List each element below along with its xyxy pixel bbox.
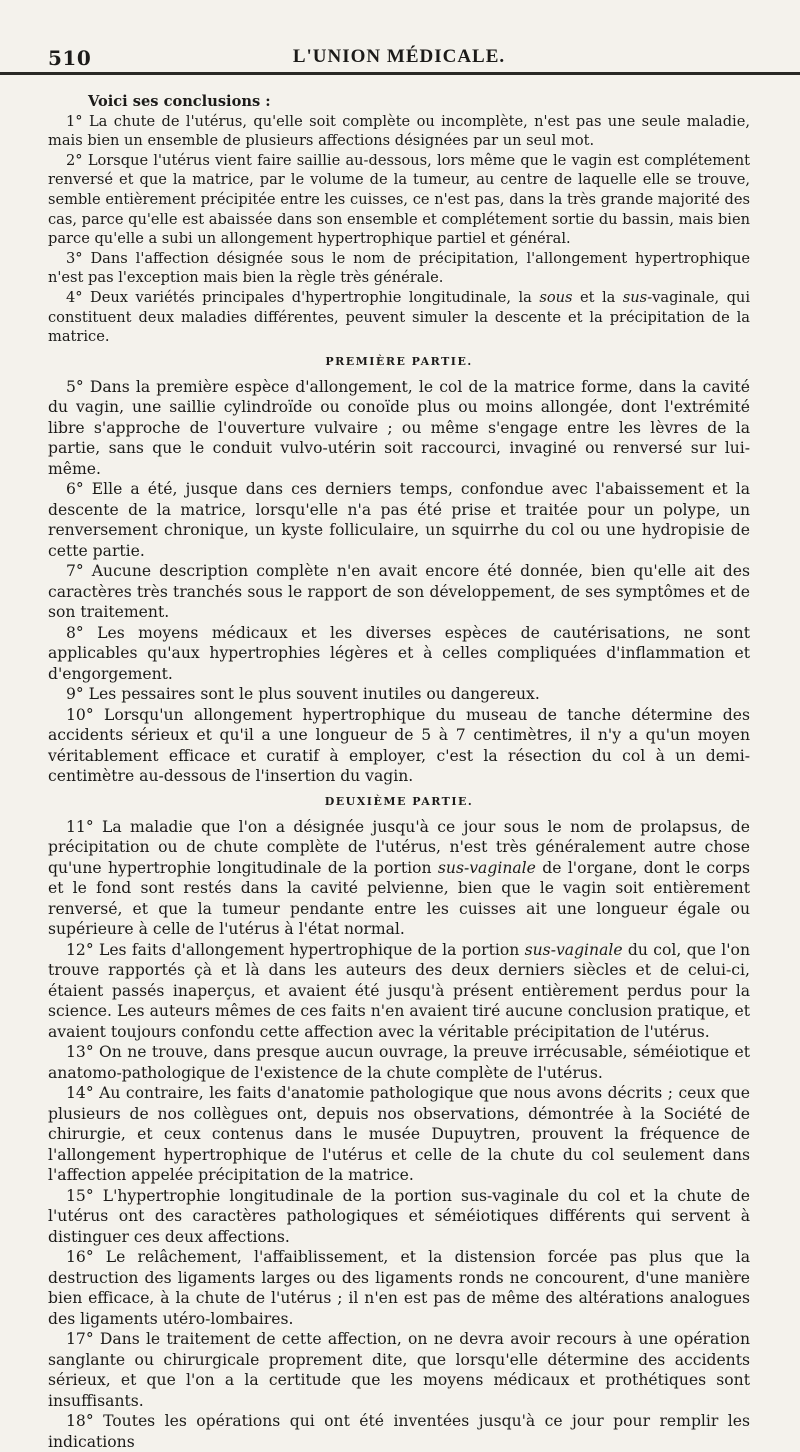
conclusion-11: 11° La maladie que l'on a désignée jusqu'à ce jour sous le nom de prolapsus, de précipitation ou de chute complète de l'utérus, n'est très généralement autre chose qu'une hypertrophie longitudinale de la portion sus-vaginale de l'organe, dont le corps et le fond sont restés dans la cavité pelvienne, bien que le vagin soit entièrement renversé, et que la tumeur pendante entre les cuisses ait une longueur égale ou supérieure à celle de l'utérus à l'état normal. <box>48 817 750 939</box>
conclusion-4: 4° Deux variétés principales d'hypertrophie longitudinale, la sous et la sus-vaginale, qui constituent deux maladies différentes, peuvent simuler la descente et la précipitation de la matrice. <box>48 288 750 346</box>
conclusion-1: 1° La chute de l'utérus, qu'elle soit complète ou incomplète, n'est pas une seule maladie, mais bien un ensemble de plusieurs affections désignées par un seul mot. <box>48 112 750 150</box>
conclusion-8: 8° Les moyens médicaux et les diverses espèces de cautérisations, ne sont applicables qu'aux hypertrophies légères et à celles compliquées d'inflammation et d'engorgement. <box>48 623 750 683</box>
header-rule <box>0 72 800 75</box>
conclusion-7: 7° Aucune description complète n'en avait encore été donnée, bien qu'elle ait des caractères très tranchés sous le rapport de son développement, de ses symptômes et de son traitement. <box>48 562 750 622</box>
conclusion-15: 15° L'hypertrophie longitudinale de la portion sus-vaginale du col et la chute de l'utérus ont des caractères pathologiques et séméiotiques différents qui servent à distinguer ces deux affections. <box>48 1186 750 1246</box>
conclusions-intro: Voici ses conclusions : <box>88 93 271 110</box>
conclusion-12: 12° Les faits d'allongement hypertrophique de la portion sus-vaginale du col, que l'on trouve rapportés çà et là dans les auteurs des deux derniers siècles et de celui-ci, étaient passés inaperçus, et avaient été jusqu'à présent entièrement perdus pour la science. Les auteurs mêmes de ces faits n'en avaient tiré aucune conclusion pratique, et avaient toujours confondu cette affection avec la véritable précipitation de l'utérus. <box>48 940 750 1041</box>
conclusion-18: 18° Toutes les opérations qui ont été inventées jusqu'à ce jour pour remplir les indications <box>48 1412 750 1451</box>
conclusion-9: 9° Les pessaires sont le plus souvent inutiles ou dangereux. <box>66 685 540 704</box>
conclusion-14: 14° Au contraire, les faits d'anatomie pathologique que nous avons décrits ; ceux que plusieurs de nos collègues ont, depuis nos observations, démontrée à la Société de chirurgie, et ceux contenus dans le musée Dupuytren, prouvent la fréquence de l'allongement hypertrophique de l'utérus et celle de la chute du col seulement dans l'affection appelée précipitation de la matrice. <box>48 1084 750 1185</box>
conclusion-17: 17° Dans le traitement de cette affection, on ne devra avoir recours à une opération sanglante ou chirurgicale proprement dite, que lorsqu'elle détermine des accidents sérieux, et que l'on a la certitude que les moyens médicaux et prothétiques sont insuffisants. <box>48 1330 750 1410</box>
article-body <box>48 92 750 1452</box>
conclusion-2: 2° Lorsque l'utérus vient faire saillie au-dessous, lors même que le vagin est complétement renversé et que la matrice, par le volume de la tumeur, au centre de laquelle elle se trouve, semble entièrement précipitée entre les cuisses, ce n'est pas, dans la très grande majorité des cas, parce qu'elle est abaissée dans son ensemble et complétement sortie du bassin, mais bien parce qu'elle a subi un allongement hypertrophique partiel et général. <box>48 151 750 248</box>
section-title-part-2: DEUXIÈME PARTIE. <box>324 794 474 808</box>
conclusion-3: 3° Dans l'affection désignée sous le nom de précipitation, l'allongement hypertrophique n'est pas l'exception mais bien la règle très générale. <box>48 249 750 287</box>
conclusion-13: 13° On ne trouve, dans presque aucun ouvrage, la preuve irrécusable, séméiotique et anatomo-pathologique de l'existence de la chute complète de l'utérus. <box>48 1043 750 1082</box>
section-title-part-1: PREMIÈRE PARTIE. <box>325 354 473 368</box>
page-number: 510 <box>48 46 92 70</box>
conclusion-6: 6° Elle a été, jusque dans ces derniers temps, confondue avec l'abaissement et la descente de la matrice, lorsqu'elle n'a pas été prise et traitée pour un polype, un renversement chronique, un kyste folliculaire, un squirrhe du col ou une hydropisie de cette partie. <box>48 480 750 560</box>
conclusion-10: 10° Lorsqu'un allongement hypertrophique du museau de tanche détermine des accidents sérieux et qu'il a une longueur de 5 à 7 centimètres, il n'y a qu'un moyen véritablement efficace et curatif à employer, c'est la résection du col à un demi-centimètre au-dessous de l'insertion du vagin. <box>48 705 750 786</box>
page-header <box>48 28 750 68</box>
conclusion-16: 16° Le relâchement, l'affaiblissement, et la distension forcée pas plus que la destruction des ligaments larges ou des ligaments ronds ne concourent, d'une manière bien efficace, à la chute de l'utérus ; il n'en est pas de même des altérations analogues des ligaments utéro-lombaires. <box>48 1248 750 1328</box>
running-title: L'UNION MÉDICALE. <box>292 46 506 67</box>
conclusion-5: 5° Dans la première espèce d'allongement, le col de la matrice forme, dans la cavité du vagin, une saillie cylindroïde ou conoïde plus ou moins allongée, dont l'extrémité libre s'approche de l'ouverture vulvaire ; ou même s'engage entre les lèvres de la partie, sans que le conduit vulvo-utérin soit raccourci, invaginé ou renversé sur lui-même. <box>48 377 750 478</box>
